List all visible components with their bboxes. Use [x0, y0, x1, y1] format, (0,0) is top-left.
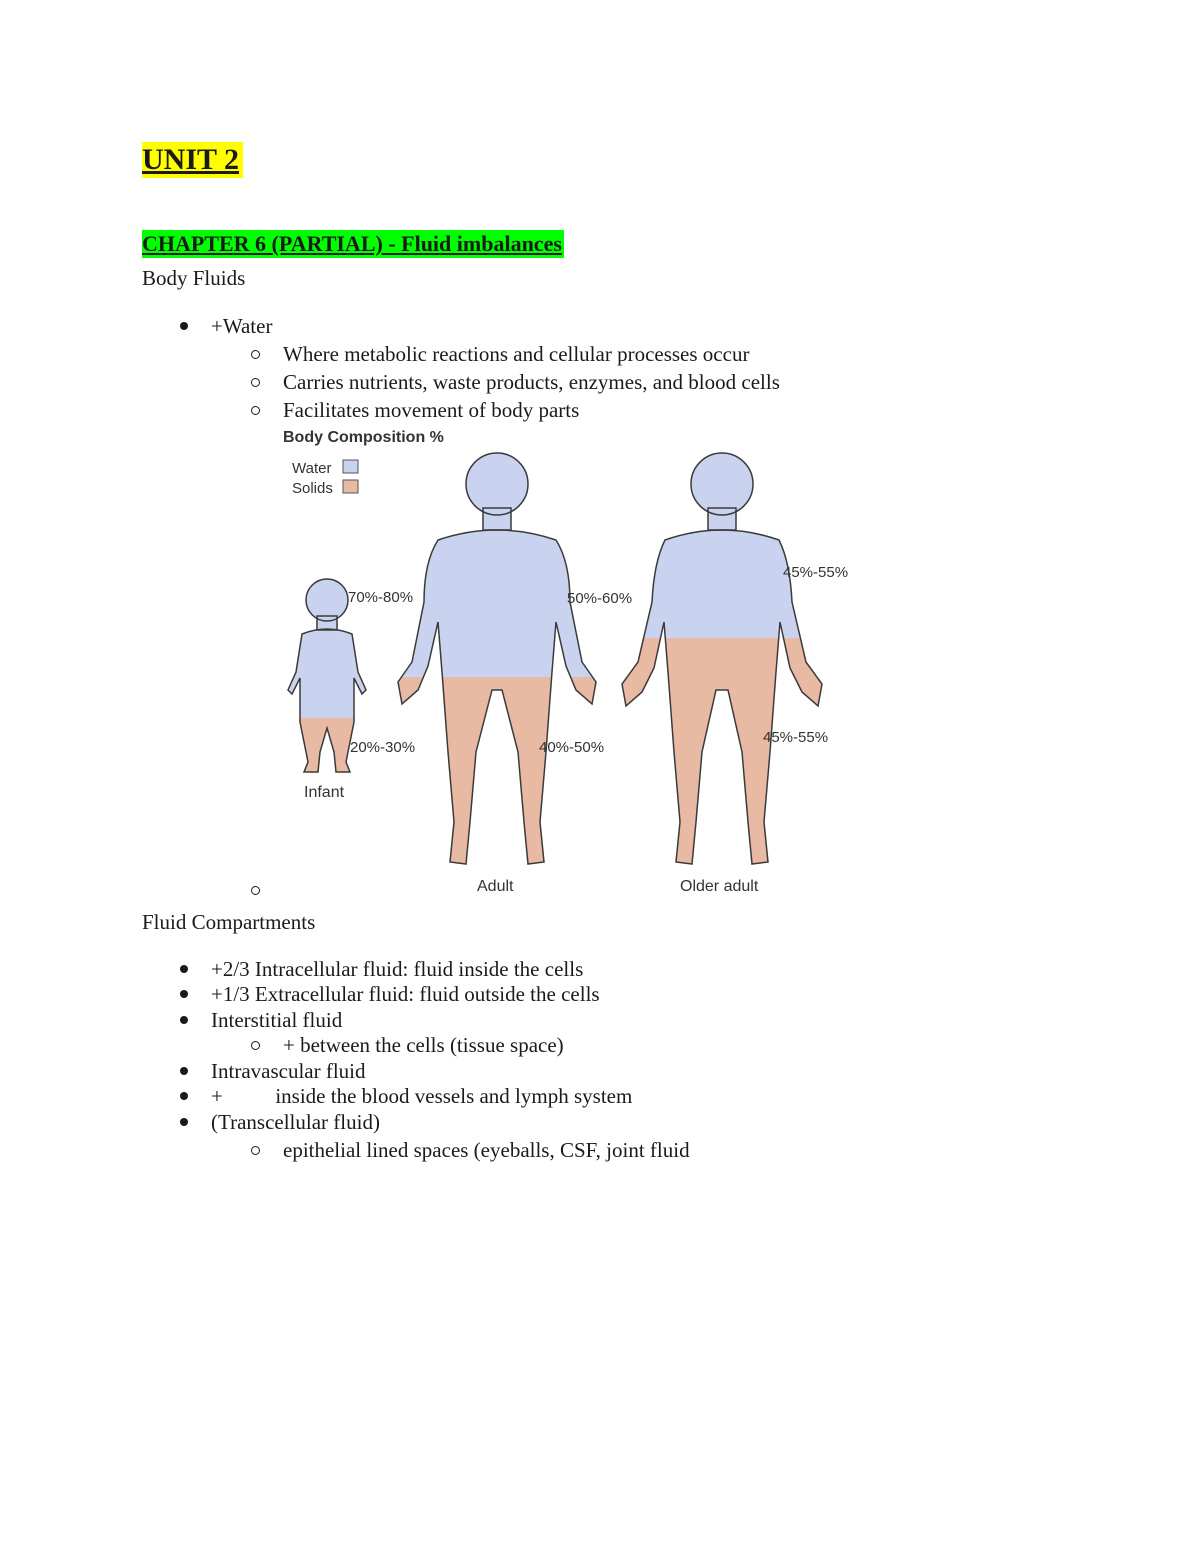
- infant-water-percent: 70%-80%: [348, 589, 414, 606]
- list-item: + inside the blood vessels and lymph system: [211, 1084, 633, 1108]
- bullet-dot: [180, 1118, 188, 1126]
- list-subitem: Facilitates movement of body parts: [283, 398, 580, 422]
- section-heading-body-fluids: Body Fluids: [142, 266, 246, 290]
- bullet-circle: [251, 378, 260, 387]
- older-adult-label: Older adult: [680, 878, 759, 895]
- adult-water-percent: 50%-60%: [567, 590, 633, 607]
- adult-solids-percent: 40%-50%: [539, 739, 605, 756]
- bullet-dot: [180, 1092, 188, 1100]
- legend-solids-label: Solids: [292, 480, 333, 497]
- list-item: Intravascular fluid: [211, 1059, 366, 1083]
- legend-water-label: Water: [292, 460, 332, 477]
- bullet-circle: [251, 886, 260, 895]
- list-subitem: Where metabolic reactions and cellular processes occur: [283, 342, 750, 366]
- older-adult-water-percent: 45%-55%: [783, 564, 849, 581]
- legend-solids-swatch: [343, 480, 358, 493]
- figure-title: Body Composition %: [283, 429, 444, 446]
- list-subitem: epithelial lined spaces (eyeballs, CSF, joint fluid: [283, 1138, 690, 1162]
- list-item: (Transcellular fluid): [211, 1110, 380, 1134]
- list-item: +2/3 Intracellular fluid: fluid inside the cells: [211, 957, 584, 981]
- bullet-circle: [251, 1146, 260, 1155]
- list-item: +1/3 Extracellular fluid: fluid outside the cells: [211, 982, 600, 1006]
- bullet-circle: [251, 350, 260, 359]
- bullet-dot: [180, 990, 188, 998]
- bullet-dot: [180, 322, 188, 330]
- chapter-title: CHAPTER 6 (PARTIAL) - Fluid imbalances: [142, 231, 562, 256]
- list-item: +Water: [211, 314, 273, 338]
- list-subitem: + between the cells (tissue space): [283, 1033, 564, 1057]
- section-heading-fluid-compartments: Fluid Compartments: [142, 910, 316, 934]
- body-composition-figure: [270, 422, 890, 902]
- adult-label: Adult: [477, 878, 514, 895]
- bullet-dot: [180, 965, 188, 973]
- unit-title: UNIT 2: [142, 142, 243, 178]
- bullet-circle: [251, 406, 260, 415]
- bullet-circle: [251, 1041, 260, 1050]
- bullet-dot: [180, 1016, 188, 1024]
- bullet-dot: [180, 1067, 188, 1075]
- list-item: Interstitial fluid: [211, 1008, 343, 1032]
- legend-water-swatch: [343, 460, 358, 473]
- list-subitem: Carries nutrients, waste products, enzymes, and blood cells: [283, 370, 780, 394]
- infant-solids-percent: 20%-30%: [350, 739, 416, 756]
- older-adult-solids-percent: 45%-55%: [763, 729, 829, 746]
- infant-label: Infant: [304, 784, 345, 801]
